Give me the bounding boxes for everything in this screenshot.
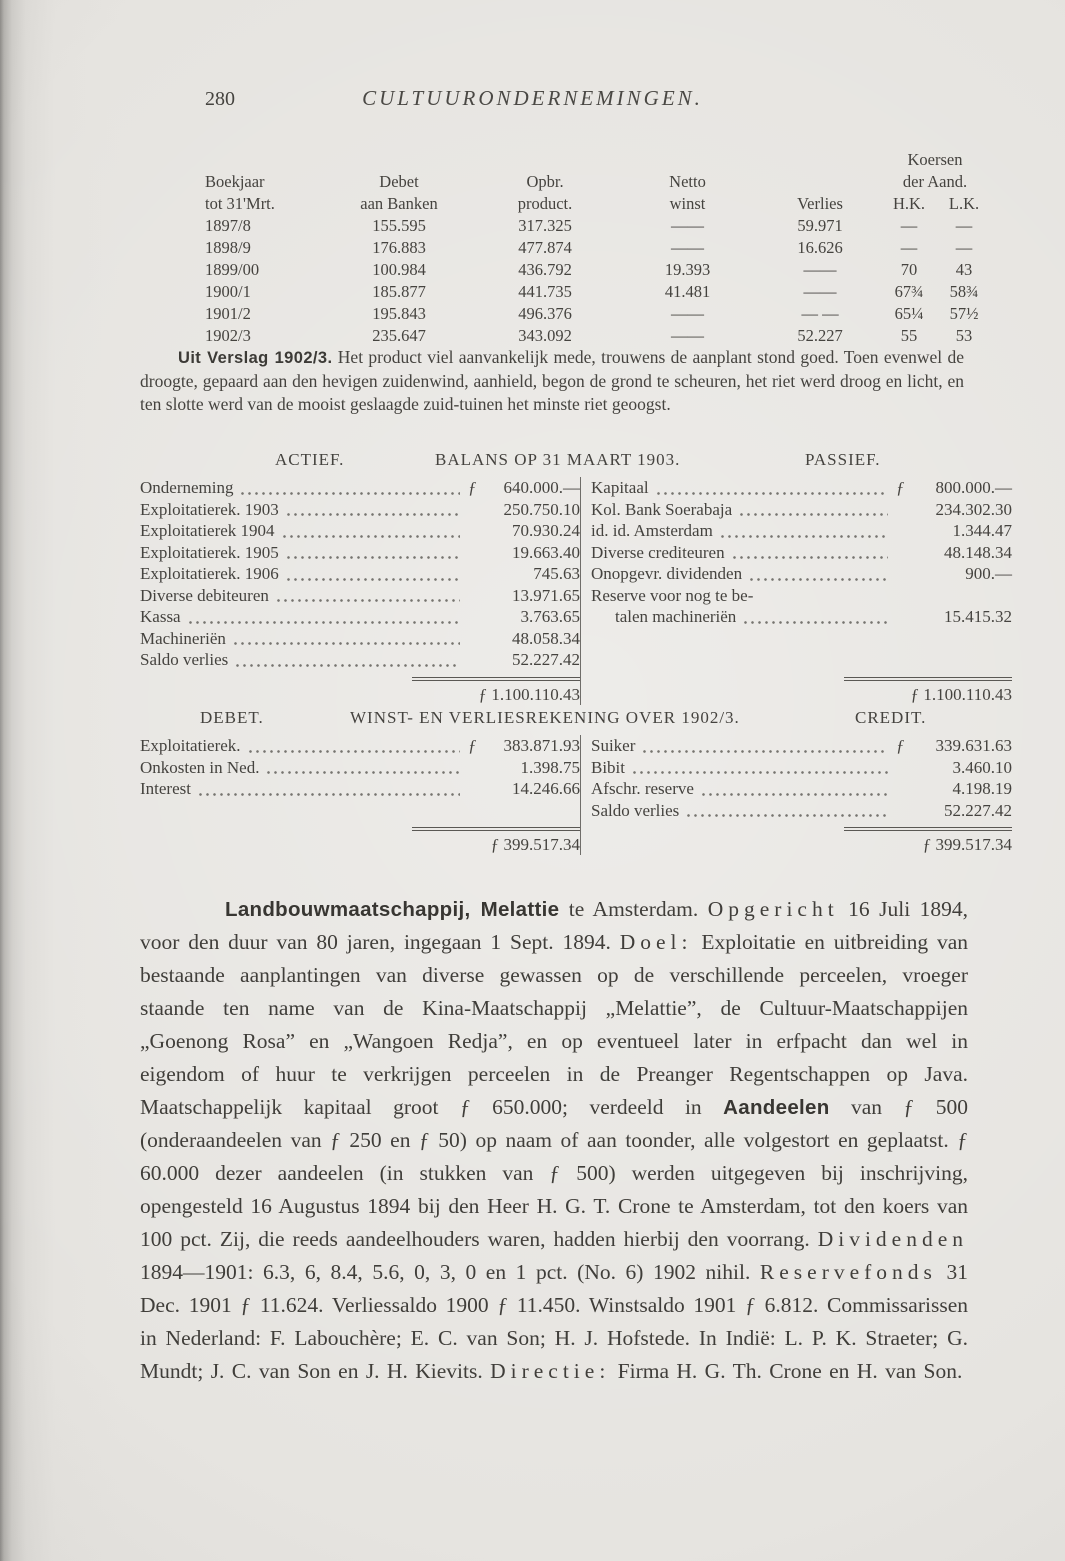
- cell-lk: 53: [955, 326, 973, 345]
- dot-leader: [750, 578, 888, 581]
- keyword-directie: Directie:: [490, 1359, 611, 1383]
- balance-row: [591, 499, 1012, 521]
- balance-row: [140, 542, 580, 564]
- article-text: 1894—1901: 6.3, 6, 8.4, 5.6, 0, 3, 0 en 1 pct. (No. 6) 1902 nihil.: [140, 1260, 760, 1284]
- dot-leader: [633, 771, 888, 774]
- amount: 52.227.42: [512, 650, 580, 669]
- balance-row: [140, 585, 580, 607]
- cell-lk: 58¾: [949, 282, 979, 301]
- pl-row: [591, 757, 1012, 779]
- cell-hk: —: [900, 216, 918, 235]
- company-name: Landbouwmaatschappij, Melattie: [225, 898, 560, 921]
- cell-lk: 43: [955, 260, 973, 279]
- dot-leader: [657, 492, 888, 495]
- cell-year: 1897/8: [205, 216, 251, 235]
- dot-leader: [287, 513, 460, 516]
- cell-opbr: 317.325: [518, 216, 572, 235]
- amount: 52.227.42: [944, 800, 1012, 820]
- amount: 3.763.65: [520, 607, 580, 626]
- cell-hk: 67¾: [894, 282, 924, 301]
- cell-lk: —: [955, 216, 973, 235]
- cell-year: 1899/00: [205, 260, 260, 279]
- amount: 800.000.—: [935, 478, 1012, 497]
- cell-debet: 185.877: [372, 282, 426, 301]
- balance-row: [140, 628, 580, 650]
- account-label: Kol. Bank Soerabaja: [591, 499, 733, 519]
- account-label: talen machineriën: [615, 607, 737, 626]
- cell-lk: 57½: [949, 304, 979, 323]
- cell-year: 1901/2: [205, 304, 251, 323]
- account-label: id. id. Amsterdam: [591, 521, 713, 540]
- total-row: [591, 671, 1012, 705]
- cell-hk: 70: [900, 260, 918, 279]
- col-header-koersen: Koersen: [907, 150, 963, 169]
- cell-debet: 235.647: [372, 326, 426, 345]
- amount: 383.871.93: [503, 736, 580, 755]
- account-label: Onderneming: [140, 478, 234, 497]
- amount: 4.198.19: [952, 779, 1012, 798]
- cell-winst: ——: [671, 216, 704, 235]
- balance-title: BALANS OP 31 MAART 1903.: [435, 450, 681, 469]
- cell-lk: —: [955, 238, 973, 257]
- dot-leader: [287, 578, 460, 581]
- amount: 234.302.30: [935, 499, 1012, 519]
- amount: 13.971.65: [512, 585, 580, 605]
- cell-year: 1902/3: [205, 326, 251, 345]
- balance-header: [140, 450, 1012, 477]
- article-text: te Amsterdam.: [559, 897, 708, 921]
- account-label: Exploitatierek. 1903: [140, 499, 279, 519]
- keyword-reservefonds: Reservefonds: [759, 1260, 937, 1284]
- account-label: Kapitaal: [591, 478, 649, 497]
- account-label: Afschr. reserve: [591, 779, 694, 798]
- balance-row: [591, 477, 1012, 499]
- keyword-opgericht: Opgericht: [707, 897, 839, 921]
- balance-row: [140, 520, 580, 542]
- dot-leader: [236, 664, 460, 667]
- cell-opbr: 496.376: [518, 304, 572, 323]
- dot-leader: [283, 535, 460, 538]
- col-header-boekjaar: Boekjaar: [205, 172, 265, 191]
- florin-sign: ƒ: [896, 736, 905, 755]
- cell-verlies: ——: [803, 260, 837, 279]
- cell-winst: 19.393: [664, 260, 711, 279]
- col-header-netto: Netto: [669, 172, 706, 191]
- article-text: Firma H. G. Th. Crone en H. van Son.: [610, 1359, 963, 1383]
- cell-hk: 55: [900, 326, 918, 345]
- verslag-text: Het product viel aanvankelijk mede, trouwens de aanplant stond goed. Toen evenwel de droogte, gepaard aan den hevigen zuidenwind, aanhield, begon de grond te scheuren, het riet werd droog en licht, en ten slotte werd van de mooist geslaagde zuid-tuinen het minste riet geoogst.: [140, 347, 964, 414]
- cell-verlies: 59.971: [797, 216, 843, 235]
- cell-verlies: 16.626: [797, 238, 843, 257]
- company-article: [140, 893, 968, 1388]
- balance-row: [140, 499, 580, 521]
- balance-row: [140, 606, 580, 628]
- cell-winst: ——: [671, 238, 704, 257]
- dot-leader: [267, 771, 460, 774]
- account-label: Onopgevr. dividenden: [591, 564, 743, 583]
- balance-row: [591, 542, 1012, 564]
- cell-year: 1898/9: [205, 238, 251, 257]
- dot-leader: [234, 642, 460, 645]
- col-header-debet: Debet: [379, 172, 419, 191]
- dot-leader: [249, 750, 460, 753]
- total-row: [591, 821, 1012, 855]
- cell-debet: 155.595: [372, 216, 426, 235]
- cell-year: 1900/1: [205, 282, 251, 301]
- actief-label: ACTIEF.: [275, 450, 345, 469]
- dot-leader: [199, 793, 460, 796]
- florin-sign: ƒ: [468, 478, 477, 497]
- amount: 900.—: [965, 564, 1012, 583]
- account-label: Reserve voor nog te be-: [591, 585, 754, 605]
- cell-debet: 195.843: [372, 304, 426, 323]
- amount: 745.63: [533, 564, 580, 583]
- profit-loss-sheet: [140, 708, 1012, 855]
- header-spacer: [760, 172, 880, 194]
- account-label: Saldo verlies: [591, 800, 680, 820]
- account-label: Exploitatierek. 1905: [140, 542, 279, 562]
- col-header-verlies: Verlies: [797, 194, 843, 213]
- amount: 250.750.10: [503, 499, 580, 519]
- cell-winst: 41.481: [664, 282, 711, 301]
- pl-row: [591, 800, 1012, 822]
- cell-debet: 100.984: [372, 260, 426, 279]
- article-text: Exploitatie en uitbreiding van bestaande aanplantingen van diverse gewassen op de verschillende perceelen, vroeger staande ten name van de Kina-Maatschappij „Melattie”, de Cultuur-Maatschappijen „Goenong Rosa” en „Wangoen Redja”, en op eventueel later in erfpacht dan wel in eigendom of huur te verkrijgen perceelen in de Preanger Regentschappen op Java. Maatschappelijk kapitaal groot ƒ 650.000; verdeeld in: [140, 930, 968, 1119]
- pl-row: [140, 735, 580, 757]
- cell-verlies: ——: [803, 282, 837, 301]
- col-header-product: product.: [517, 194, 573, 213]
- amount: 1.344.47: [952, 521, 1012, 540]
- balance-sheet: [140, 450, 1012, 705]
- passief-total: ƒ 1.100.110.43: [844, 677, 1012, 705]
- dot-leader: [744, 621, 888, 624]
- amount: 48.148.34: [944, 542, 1012, 562]
- results-table: [205, 150, 990, 348]
- amount: 48.058.34: [512, 628, 580, 648]
- dot-leader: [643, 750, 888, 753]
- amount: 70.930.24: [512, 521, 580, 540]
- col-header-lk: L.K.: [948, 194, 980, 213]
- amount: 339.631.63: [935, 736, 1012, 755]
- pl-row: [591, 735, 1012, 757]
- balance-row: [140, 563, 580, 585]
- page-number: 280: [205, 88, 235, 110]
- cell-debet: 176.883: [372, 238, 426, 257]
- balance-row: [591, 606, 1012, 628]
- col-header-opbr: Opbr.: [526, 172, 564, 191]
- col-header-hk: H.K.: [892, 194, 926, 213]
- cell-winst: ——: [671, 304, 704, 323]
- balance-row: [140, 649, 580, 671]
- balance-row: [591, 585, 1012, 607]
- cell-verlies: — —: [801, 304, 839, 323]
- balance-row: [591, 520, 1012, 542]
- passief-column: [580, 477, 1012, 705]
- account-label: Exploitatierek. 1906: [140, 564, 279, 583]
- cell-hk: 65¼: [894, 304, 924, 323]
- amount: 640.000.—: [503, 478, 580, 497]
- header-spacer: [205, 150, 323, 172]
- account-label: Diverse crediteuren: [591, 542, 725, 562]
- col-header-tot-mrt: tot 31'Mrt.: [205, 194, 275, 213]
- keyword-aandeelen: Aandeelen: [723, 1096, 830, 1119]
- profit-loss-header: [140, 708, 1012, 735]
- dot-leader: [277, 599, 460, 602]
- balance-row: [591, 563, 1012, 585]
- article-text: van ƒ 500 (onderaandeelen van ƒ 250 en ƒ 50) op naam of aan toonder, alle volgestort en geplaatst. ƒ 60.000 dezer aandeelen (in stukken van ƒ 500) werden uitgegeven bij inschrijving, opengesteld 16 Augustus 1894 bij den Heer H. G. T. Crone te Amsterdam, tot den koers van 100 pct. Zij, die reeds aandeelhouders waren, hadden hierbij den voorrang.: [140, 1095, 969, 1251]
- dot-leader: [702, 793, 888, 796]
- cell-hk: —: [900, 238, 918, 257]
- debet-total: ƒ 399.517.34: [412, 827, 580, 855]
- keyword-dividenden: Dividenden: [817, 1227, 968, 1251]
- cell-opbr: 343.092: [518, 326, 572, 345]
- debet-label: DEBET.: [200, 708, 264, 727]
- header-spacer: [323, 150, 475, 172]
- total-row: [140, 671, 580, 705]
- header-spacer: [475, 150, 615, 172]
- dot-leader: [733, 556, 888, 559]
- pl-row: [140, 778, 580, 800]
- col-header-aan-banken: aan Banken: [360, 194, 438, 213]
- account-label: Interest: [140, 779, 191, 798]
- account-label: Saldo verlies: [140, 650, 229, 669]
- account-label: Diverse debiteuren: [140, 585, 269, 605]
- florin-sign: ƒ: [896, 478, 905, 497]
- dot-leader: [761, 599, 1004, 602]
- passief-label: PASSIEF.: [805, 450, 881, 469]
- actief-total: ƒ 1.100.110.43: [412, 677, 580, 705]
- account-label: Exploitatierek 1904: [140, 521, 275, 540]
- cell-opbr: 436.792: [518, 260, 572, 279]
- profit-loss-title: WINST- EN VERLIESREKENING OVER 1902/3.: [350, 708, 740, 727]
- account-label: Exploitatierek.: [140, 736, 241, 755]
- running-header: CULTUURONDERNEMINGEN.: [362, 86, 703, 110]
- florin-sign: ƒ: [468, 736, 477, 755]
- pl-row: [591, 778, 1012, 800]
- cell-verlies: 52.227: [797, 326, 843, 345]
- header-spacer: [615, 150, 760, 172]
- dot-leader: [687, 814, 888, 817]
- balance-row: [140, 477, 580, 499]
- article-text: 31 Dec. 1901 ƒ 11.624. Verliessaldo 1900 ƒ 11.450. Winstsaldo 1901 ƒ 6.812. Commissarissen in Nederland: F. Labouchère; E. C. van Son; H. J. Hofstede. In Indië: L. P. K. Straeter; G. Mundt; J. C. van Son en J. H. Kievits.: [140, 1260, 968, 1383]
- amount: 14.246.66: [512, 779, 580, 798]
- col-header-der-aand: der Aand.: [902, 172, 968, 191]
- dot-leader: [721, 535, 888, 538]
- account-label: Suiker: [591, 736, 636, 755]
- dot-leader: [287, 556, 460, 559]
- credit-column: [580, 735, 1012, 855]
- account-label: Machineriën: [140, 628, 226, 648]
- amount: 1.398.75: [520, 757, 580, 777]
- pl-row: [140, 757, 580, 779]
- amount: 3.460.10: [952, 757, 1012, 777]
- verslag-paragraph: [140, 346, 964, 416]
- total-row: [140, 821, 580, 855]
- header-spacer: [760, 150, 880, 172]
- dot-leader: [189, 621, 460, 624]
- credit-total: ƒ 399.517.34: [844, 827, 1012, 855]
- actief-column: [140, 477, 580, 705]
- account-label: Onkosten in Ned.: [140, 757, 260, 777]
- cell-opbr: 441.735: [518, 282, 572, 301]
- verslag-label: Uit Verslag 1902/3.: [178, 349, 333, 367]
- dot-leader: [740, 513, 888, 516]
- amount: 19.663.40: [512, 542, 580, 562]
- credit-label: CREDIT.: [855, 708, 927, 727]
- account-label: Kassa: [140, 607, 181, 626]
- keyword-doel: Doel:: [619, 930, 693, 954]
- account-label: Bibit: [591, 757, 626, 777]
- cell-opbr: 477.874: [518, 238, 572, 257]
- cell-winst: ——: [671, 326, 704, 345]
- amount: 15.415.32: [944, 607, 1012, 626]
- col-header-winst: winst: [669, 194, 706, 213]
- article-text: 16 Juli 1894, voor den duur van 80 jaren, ingegaan 1 Sept. 1894.: [140, 897, 969, 954]
- debet-column: [140, 735, 580, 855]
- dot-leader: [241, 492, 460, 495]
